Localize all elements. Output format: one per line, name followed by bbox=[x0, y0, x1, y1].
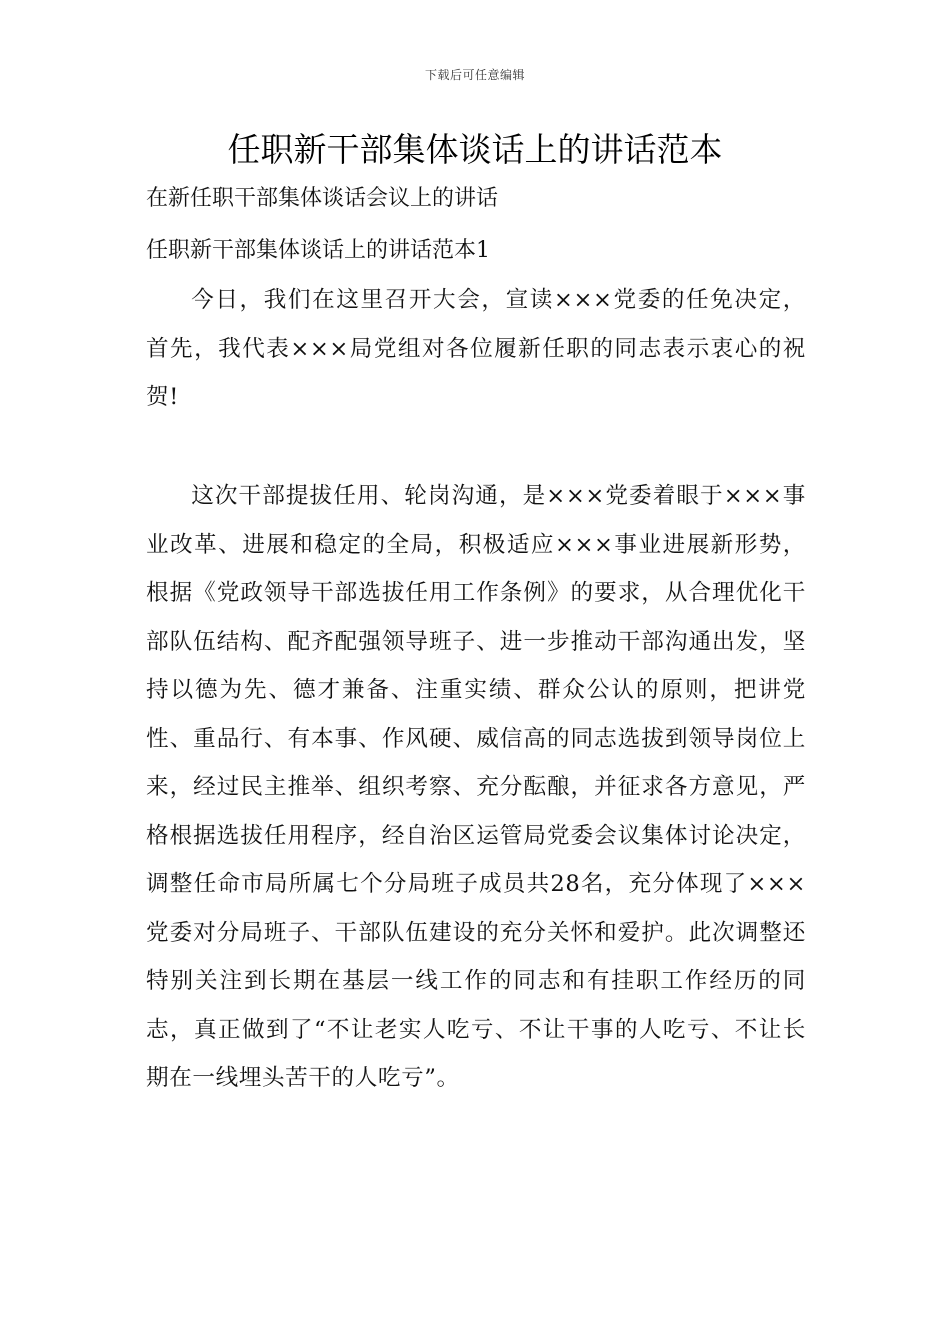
document-title: 任职新干部集体谈话上的讲话范本 bbox=[227, 130, 723, 169]
body-paragraph: 今日，我们在这里召开大会，宣读×××党委的任免决定，首先，我代表×××局党组对各位履新任职的同志表示衷心的祝贺! bbox=[146, 287, 806, 410]
body-paragraph: 这次干部提拔任用、轮岗沟通，是×××党委着眼于×××事业改革、进展和稳定的全局，积极适应×××事业进展新形势，根据《党政领导干部选拔任用工作条例》的要求，从合理优化干部队伍结构、配齐配强领导班子、进一步推动干部沟通出发，坚持以德为先、德才兼备、注重实绩、群众公认的原则，把讲党性、重品行、有本事、作风硬、威信高的同志选拔到领导岗位上来，经过民主推举、组织考察、充分酝酿，并征求各方意见，严格根据选拔任用程序，经自治区运管局党委会议集体讨论决定，调整任命市局所属七个分局班子成员共28名，充分体现了×××党委对分局班子、干部队伍建设的充分关怀和爱护。此次调整还特别关注到长期在基层一线工作的同志和有挂职工作经历的同志，真正做到了“不让老实人吃亏、不让干事的人吃亏、不让长期在一线埋头苦干的人吃亏”。 bbox=[146, 483, 806, 1091]
header-note: 下载后可任意编辑 bbox=[424, 68, 525, 82]
subtitle-speech-title: 在新任职干部集体谈话会议上的讲话 bbox=[146, 186, 499, 211]
subtitle-sample-title: 任职新干部集体谈话上的讲话范本1 bbox=[146, 238, 490, 263]
